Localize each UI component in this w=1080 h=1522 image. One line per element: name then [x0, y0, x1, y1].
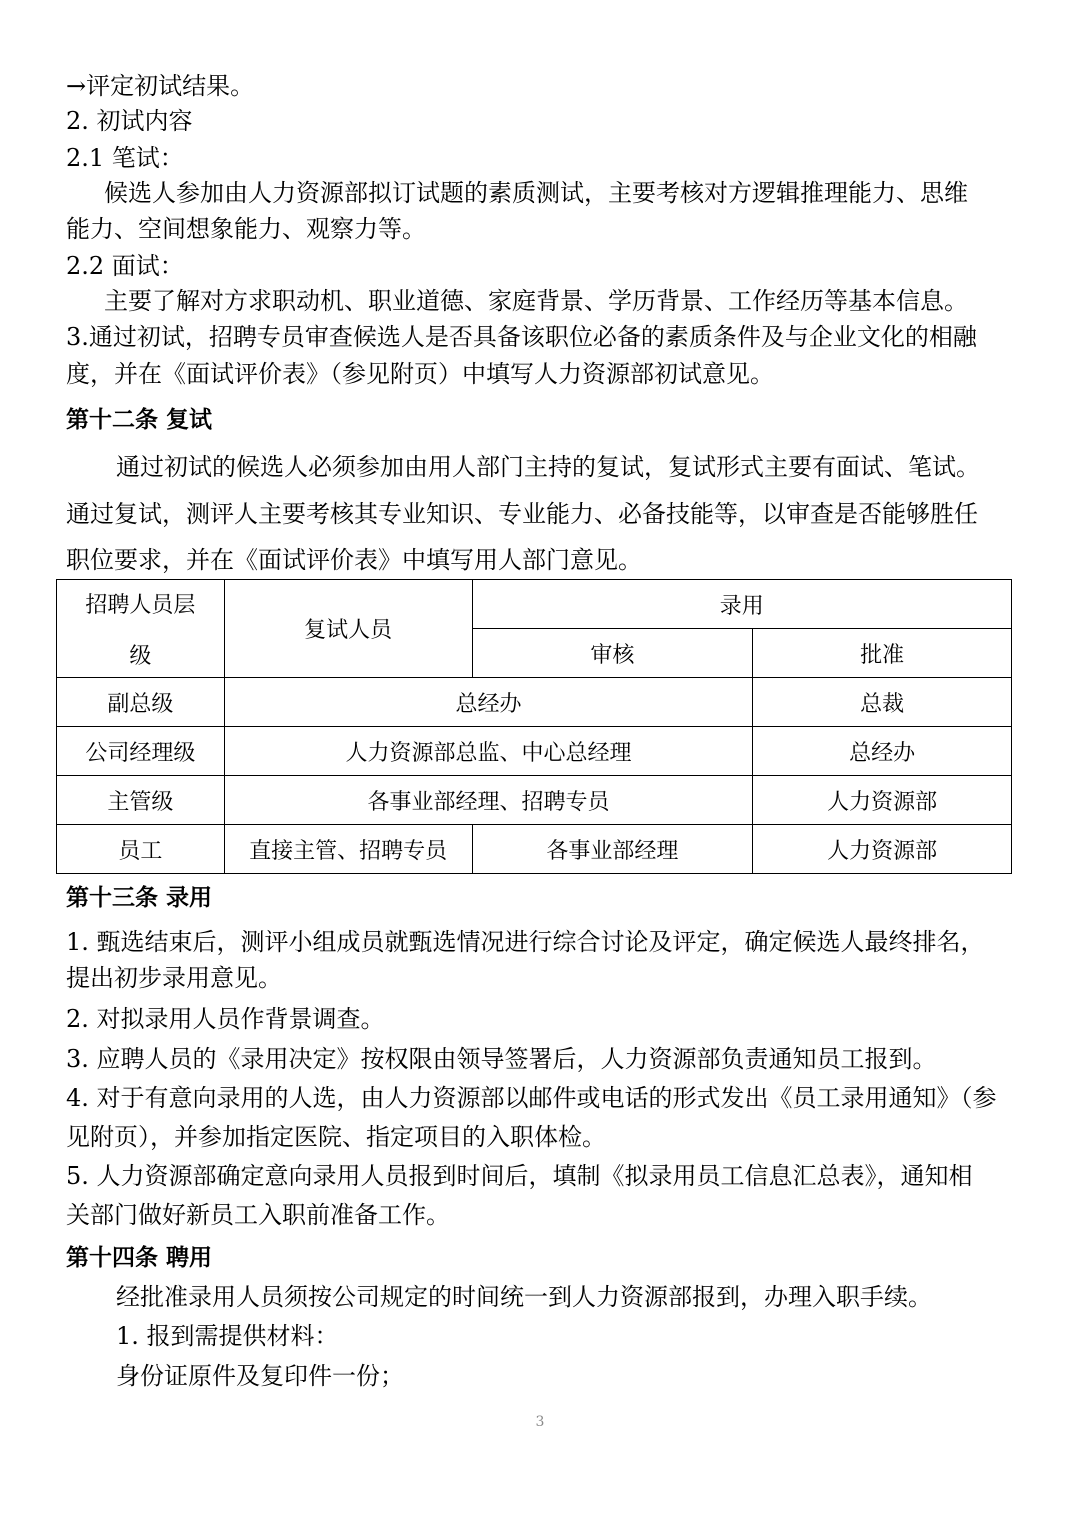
header-audit: 审核	[472, 629, 753, 678]
cell-level: 员工	[57, 825, 225, 874]
header-approve: 批准	[753, 629, 1012, 678]
article-14-heading: 第十四条 聘用	[66, 1245, 213, 1271]
header-level-line-1: 招聘人员层	[85, 592, 196, 618]
cell-approve: 人力资源部	[753, 776, 1012, 825]
text-line: →评定初试结果。	[66, 72, 255, 100]
paragraph-line: 通过复试，测评人主要考核其专业知识、专业能力、必备技能等，以审查是否能够胜任	[66, 500, 978, 528]
paragraph-line: 经批准录用人员须按公司规定的时间统一到人力资源部报到，办理入职手续。	[116, 1283, 932, 1311]
cell-approve: 总裁	[753, 678, 1012, 727]
cell-reviewer-audit: 各事业部经理、招聘专员	[224, 776, 752, 825]
cell-audit: 各事业部经理	[472, 825, 753, 874]
cell-level: 主管级	[57, 776, 225, 825]
header-hire: 录用	[472, 580, 1011, 629]
section-heading: 2. 初试内容	[66, 107, 193, 135]
paragraph-line: 能力、空间想象能力、观察力等。	[66, 215, 426, 243]
table-row	[57, 776, 1012, 825]
paragraph-line: 1. 报到需提供材料：	[116, 1322, 339, 1350]
paragraph-line: 3.通过初试，招聘专员审查候选人是否具备该职位必备的素质条件及与企业文化的相融	[66, 323, 977, 351]
table-row	[57, 727, 1012, 776]
cell-approve: 人力资源部	[753, 825, 1012, 874]
table-row	[57, 678, 1012, 727]
list-item-cont: 见附页），并参加指定医院、指定项目的入职体检。	[66, 1123, 606, 1151]
paragraph-line: 身份证原件及复印件一份；	[116, 1362, 404, 1390]
list-item: 4. 对于有意向录用的人选，由人力资源部以邮件或电话的形式发出《员工录用通知》（参	[66, 1084, 997, 1112]
header-level	[57, 580, 225, 678]
page-number: 3	[535, 1414, 545, 1430]
cell-approve: 总经办	[753, 727, 1012, 776]
subsection-heading: 2.2 面试：	[66, 252, 184, 280]
list-item: 2. 对拟录用人员作背景调查。	[66, 1005, 385, 1033]
subsection-heading: 2.1 笔试：	[66, 144, 184, 172]
list-item-cont: 提出初步录用意见。	[66, 964, 282, 992]
cell-reviewer: 直接主管、招聘专员	[224, 825, 472, 874]
approval-table	[56, 579, 1012, 874]
article-13-heading: 第十三条 录用	[66, 885, 213, 911]
paragraph-line: 候选人参加由人力资源部拟订试题的素质测试，主要考核对方逻辑推理能力、思维	[104, 179, 968, 207]
header-level-line-2: 级	[129, 643, 152, 669]
header-reviewer: 复试人员	[224, 580, 472, 678]
table-row	[57, 825, 1012, 874]
list-item-cont: 关部门做好新员工入职前准备工作。	[66, 1201, 450, 1229]
paragraph-line: 度，并在《面试评价表》（参见附页）中填写人力资源部初试意见。	[66, 360, 774, 388]
cell-level: 副总级	[57, 678, 225, 727]
cell-level: 公司经理级	[57, 727, 225, 776]
list-item: 3. 应聘人员的《录用决定》按权限由领导签署后，人力资源部负责通知员工报到。	[66, 1045, 937, 1073]
article-12-heading: 第十二条 复试	[66, 407, 213, 433]
cell-reviewer-audit: 总经办	[224, 678, 752, 727]
paragraph-line: 主要了解对方求职动机、职业道德、家庭背景、学历背景、工作经历等基本信息。	[104, 287, 968, 315]
list-item: 5. 人力资源部确定意向录用人员报到时间后，填制《拟录用员工信息汇总表》，通知相	[66, 1162, 973, 1190]
paragraph-line: 职位要求，并在《面试评价表》中填写用人部门意见。	[66, 546, 642, 574]
cell-reviewer-audit: 人力资源部总监、中心总经理	[224, 727, 752, 776]
paragraph-line: 通过初试的候选人必须参加由用人部门主持的复试，复试形式主要有面试、笔试。	[116, 453, 980, 481]
list-item: 1. 甄选结束后，测评小组成员就甄选情况进行综合讨论及评定，确定候选人最终排名，	[66, 928, 985, 956]
